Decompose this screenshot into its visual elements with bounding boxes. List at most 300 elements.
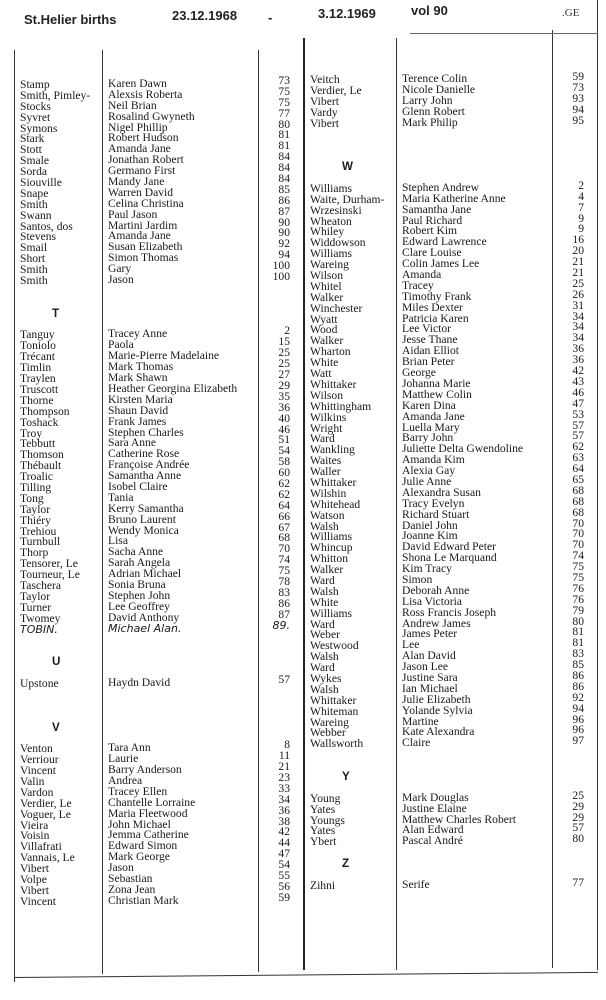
entry-forenames: Larry John [402,93,453,107]
entry-surname: Vincent [20,764,57,778]
entry-entry-number: 25 [572,276,584,290]
entry-surname: Taylor [20,589,51,603]
entry-forenames: Shaun David [108,403,169,417]
entry-surname: Voisin [20,829,50,843]
right-surnames [310,75,396,892]
entry-surname: Whittaker [310,475,357,489]
entry-forenames: Bruno Laurent [108,512,176,526]
entry-forenames: Simon [402,572,433,586]
entry-surname: Whiteman [310,704,359,718]
entry-surname: Williams [310,606,353,620]
register-title: St.Helier births [24,12,117,27]
entry-surname: Thorp [20,546,49,560]
entry-forenames: Marie-Pierre Madelaine [108,349,220,363]
entry-surname: White [310,595,339,609]
entry-surname: Smith [20,263,48,277]
entry-surname: Ward [310,617,335,631]
entry-surname: Verriour [20,753,59,767]
entry-entry-number: 25 [278,357,290,371]
entry-surname: Ward [310,661,335,675]
entry-surname: Verdier, Le [20,796,72,810]
entry-forenames: Clare Louise [402,246,462,260]
entry-forenames: Christian Mark [108,893,179,907]
entry-entry-number: 84 [278,150,290,164]
entry-entry-number: 80 [572,832,584,846]
entry-surname: Siouville [20,176,62,190]
entry-entry-number: 15 [278,335,290,349]
entry-surname: Tebbutt [20,437,56,451]
entry-forenames: Sara Anne [108,436,156,450]
entry-surname: Vibert [20,862,49,876]
entry-surname: Vardy [310,105,338,119]
entry-surname: Wilshin [310,486,347,500]
entry-surname: Trécant [20,350,55,364]
entry-forenames: Jonathan Robert [108,153,184,167]
entry-surname: Volpe [20,873,47,887]
entry-surname: Toniolo [20,339,56,353]
entry-forenames: Paola [108,338,134,352]
entry-entry-number: 97 [572,734,584,748]
entry-forenames: Jesse Thane [402,333,458,347]
entry-surname: Waite, Durham- [310,192,385,206]
entry-entry-number: 23 [278,771,290,784]
entry-forenames: Amanda Jane [108,229,171,243]
entry-entry-number: 64 [572,462,584,476]
entry-surname: Whitton [310,552,348,566]
entry-entry-number: 36 [572,342,584,356]
corner-mark: .GE [562,7,580,19]
entry-entry-number: 80 [278,117,290,131]
entry-surname: Smith, Pimley- [20,88,91,102]
entry-surname: Waites [310,454,342,468]
entry-entry-number: 21 [572,266,584,280]
date-from: 23.12.1968 [172,8,238,23]
entry-entry-number: 100 [272,270,290,284]
entry-forenames: Sebastian [108,872,153,886]
section-letter: T [52,306,60,320]
entry-forenames: Maria Fleetwood [108,806,188,820]
entry-surname: Youngs [310,813,345,827]
section-letter: V [52,720,60,734]
rule-left-surname-divider [102,50,103,974]
entry-forenames: David Edward Peter [402,540,497,554]
entry-forenames: Alan Edward [402,823,464,837]
entry-entry-number: 62 [572,440,584,454]
section-letter: Y [342,770,350,783]
entry-surname: Wright [310,421,343,435]
entry-forenames: Françoise Andrée [108,458,190,472]
entry-surname: Timlin [20,361,52,375]
entry-entry-number: 46 [278,422,290,436]
entry-forenames: Nicole Danielle [402,82,476,96]
entry-forenames: Julie Anne [402,474,452,488]
entry-forenames: Ross Francis Joseph [402,605,497,619]
entry-entry-number: 46 [572,385,584,399]
entry-entry-number: 87 [278,204,290,218]
entry-forenames: Justine Sara [402,670,458,684]
entry-surname: Whiley [310,225,345,239]
entry-forenames: Alexia Gay [402,464,456,478]
entry-surname: Turner [20,600,52,614]
entry-entry-number: 54 [278,444,290,458]
entry-surname: Stocks [20,99,51,113]
entry-forenames: Richard Stuart [402,507,470,521]
entry-forenames: Matthew Colin [402,387,472,401]
entry-forenames: Johanna Marie [402,376,471,390]
entry-entry-number: 20 [572,244,584,258]
entry-entry-number: 74 [278,553,290,567]
entry-surname: Walker [310,563,344,577]
entry-surname: Smale [20,154,49,168]
entry-forenames: Laurie [108,752,139,766]
entry-surname: Tensorer, Le [20,557,78,571]
entry-entry-number: 70 [278,542,290,556]
entry-surname: Wykes [310,671,342,685]
entry-surname: Zihni [310,878,336,892]
entry-surname: Trehiou [20,524,57,538]
entry-surname: Williams [310,181,353,195]
entry-entry-number: 70 [572,538,584,552]
right-entry-numbers [552,72,584,889]
entry-forenames: Karen Dina [402,398,456,412]
section-letter: Z [342,857,350,871]
entry-entry-number: 9 [578,211,584,225]
entry-surname: Walker [310,290,344,304]
entry-surname: Thiéry [20,513,51,527]
entry-entry-number: 67 [278,520,290,534]
entry-surname: Voguer, Le [20,807,71,821]
entry-surname: Villafrati [20,840,62,854]
entry-entry-number: 92 [572,690,584,704]
entry-forenames: Yolande Sylvia [402,703,473,717]
entry-surname: Vibert [310,94,339,108]
entry-forenames: Sacha Anne [108,545,164,559]
entry-surname: Troy [20,426,43,440]
entry-surname: Thompson [20,404,70,418]
entry-surname: Sorda [20,165,48,179]
entry-forenames: Stephen Andrew [402,180,479,194]
entry-entry-number: 42 [278,825,290,839]
entry-forenames: Kate Alexandra [402,725,475,739]
date-separator: - [268,10,273,25]
entry-forenames: Mark Thomas [108,360,174,374]
entry-entry-number: 73 [278,74,290,87]
rule-right-surname-divider [396,38,397,970]
entry-entry-number: 57 [572,418,584,432]
entry-entry-number: 70 [572,516,584,530]
entry-surname: Whitehead [310,497,361,511]
entry-forenames: Germano First [108,164,176,178]
entry-surname: Wallsworth [310,737,364,751]
entry-surname: Vincent [20,894,57,908]
entry-entry-number: 54 [278,858,290,872]
entry-surname: Watt [310,367,332,381]
entry-entry-number: 85 [278,182,290,196]
entry-surname: Watson [310,508,345,522]
entry-forenames: Tania [108,490,134,504]
entry-forenames: Andrea [108,774,143,787]
entry-surname: Whincup [310,541,353,555]
entry-entry-number: 7 [578,200,584,214]
entry-entry-number: 81 [572,625,584,639]
entry-forenames: James Peter [402,627,458,641]
entry-surname: Syvret [20,110,51,124]
entry-forenames: Wendy Monica [108,523,179,537]
section-letter: W [342,160,353,174]
entry-forenames: Justine Elaine [402,801,467,815]
left-forenames [108,79,258,907]
entry-surname: Troalic [20,470,54,484]
entry-forenames: Rosalind Gwyneth [108,109,195,123]
entry-entry-number: 51 [278,433,290,447]
entry-entry-number: 84 [278,161,290,175]
entry-entry-number: 34 [572,320,584,334]
entry-entry-number: 11 [278,749,290,763]
entry-forenames: Glenn Robert [402,104,465,118]
entry-entry-number: 25 [278,346,290,360]
left-entry-numbers [258,76,290,904]
entry-forenames: Maria Katherine Anne [402,191,506,205]
entry-surname: Wilkins [310,410,347,424]
entry-forenames: Robert Hudson [108,131,179,145]
entry-entry-number: 96 [572,712,584,726]
entry-entry-number: 44 [278,836,290,850]
entry-forenames: Paul Richard [402,213,463,227]
entry-forenames: Amanda Jane [402,409,465,423]
entry-entry-number: 80 [572,614,584,628]
entry-surname: Westwood [310,639,359,653]
entry-forenames: Mark Philip [402,115,458,129]
entry-forenames: Alan David [402,649,456,663]
entry-surname: Walsh [310,650,339,664]
entry-surname: Taylor [20,502,51,516]
entry-surname: Weber [310,628,340,642]
entry-forenames: Kirsten Maria [108,392,173,406]
entry-entry-number: 75 [572,560,584,574]
entry-entry-number: 93 [572,91,584,105]
entry-surname: Williams [310,247,353,261]
entry-forenames: Alexandra Susan [402,485,481,499]
entry-surname: Walsh [310,584,339,598]
entry-forenames: Juliette Delta Gwendoline [402,442,524,456]
entry-forenames: Tracey [402,278,434,292]
entry-entry-number: 68 [572,483,584,497]
entry-surname: Wheaton [310,214,352,228]
entry-entry-number: 86 [278,193,290,207]
entry-entry-number: 26 [572,287,584,301]
entry-surname: Whittaker [310,377,357,391]
entry-entry-number: 57 [278,672,290,686]
entry-surname: Ward [310,432,335,446]
entry-forenames: Samantha Jane [402,202,472,216]
entry-entry-number: 95 [572,113,584,127]
entry-surname: Stevens [20,230,57,244]
entry-surname: Williams [310,530,353,544]
entry-forenames: Sonia Bruna [108,577,166,591]
entry-forenames: Claire [402,736,431,750]
entry-surname: Short [20,252,46,266]
entry-surname: Tanguy [20,328,55,342]
entry-surname: Webber [310,726,346,740]
entry-surname: Wareing [310,715,349,729]
entry-surname: Yates [310,824,336,838]
entry-forenames: Robert Kim [402,224,458,238]
entry-forenames: Gary [108,262,132,276]
entry-forenames: Edward Simon [108,839,178,853]
entry-surname: Wankling [310,443,355,457]
entry-forenames: David Anthony [108,610,180,624]
entry-surname: Stott [20,143,42,157]
entry-surname: Winchester [310,301,363,315]
entry-entry-number: 96 [572,723,584,737]
entry-forenames: Lee [402,638,420,652]
entry-forenames: Celina Christina [108,196,184,210]
entry-entry-number: 40 [278,411,290,425]
entry-forenames: Samantha Anne [108,469,182,483]
handwritten-surname: TOBIN. [20,622,58,636]
entry-surname: Vannais, Le [20,851,75,865]
entry-surname: Verdier, Le [310,83,362,97]
entry-forenames: Daniel John [402,518,458,532]
entry-surname: Vardon [20,785,54,799]
entry-forenames: Amanda Kim [402,453,465,467]
entry-forenames: Jason Lee [402,660,449,674]
entry-entry-number: 64 [278,498,290,512]
entry-forenames: Mark Douglas [402,790,469,804]
entry-forenames: Lee Victor [402,322,451,336]
entry-surname: Thorne [20,393,54,407]
entry-entry-number: 29 [572,810,584,824]
entry-forenames: Edward Lawrence [402,235,487,249]
entry-forenames: Joanne Kim [402,529,458,543]
entry-forenames: Brian Peter [402,355,455,369]
entry-surname: Snape [20,186,49,200]
entry-entry-number: 57 [572,821,584,835]
entry-forenames: Susan Elizabeth [108,240,183,254]
entry-surname: Valin [20,775,45,788]
entry-forenames: Jason [108,861,134,875]
entry-entry-number: 29 [572,799,584,813]
entry-surname: Taschera [20,578,62,592]
entry-entry-number: 83 [278,585,290,599]
entry-entry-number: 78 [278,574,290,588]
entry-entry-number: 38 [278,814,290,828]
entry-forenames: Mark Shawn [108,371,168,385]
left-surnames [20,80,102,908]
entry-entry-number: 34 [278,792,290,806]
entry-forenames: Tara Ann [108,741,151,755]
entry-surname: Widdowson [310,236,366,250]
entry-forenames: Tracey Anne [108,327,168,341]
entry-entry-number: 62 [278,487,290,501]
entry-entry-number: 43 [572,374,584,388]
entry-surname: Yates [310,802,336,816]
entry-entry-number: 53 [572,407,584,421]
handwritten-entry-number: 89. [272,618,290,632]
entry-entry-number: 9 [578,222,584,236]
entry-surname: Stark [20,132,45,146]
entry-entry-number: 70 [572,527,584,541]
entry-entry-number: 86 [278,596,290,610]
entry-surname: Stamp [20,78,50,91]
entry-surname: Wilson [310,269,344,283]
entry-surname: Swann [20,208,52,222]
entry-entry-number: 81 [278,139,290,153]
entry-forenames: Shona Le Marquand [402,551,497,565]
entry-surname: Wilson [310,388,344,402]
entry-entry-number: 81 [572,636,584,650]
entry-entry-number: 4 [578,189,584,203]
entry-surname: Whitel [310,279,342,293]
entry-entry-number: 84 [278,172,290,186]
entry-surname: Wrzesinski [310,203,362,217]
entry-surname: Ward [310,573,335,587]
entry-entry-number: 35 [278,389,290,403]
entry-entry-number: 55 [278,869,290,883]
entry-forenames: Timothy Frank [402,289,472,303]
entry-surname: Whittingham [310,399,372,413]
entry-forenames: Andrew James [402,616,471,630]
entry-forenames: Sarah Angela [108,556,171,570]
entry-surname: Wood [310,323,338,337]
entry-forenames: Kerry Samantha [108,501,184,515]
entry-surname: Young [310,791,341,805]
entry-entry-number: 59 [572,70,584,83]
entry-entry-number: 87 [278,607,290,621]
entry-surname: Thomson [20,448,64,462]
entry-forenames: Adrian Michael [108,567,182,581]
entry-surname: Wharton [310,345,351,359]
entry-surname: Symons [20,121,58,135]
entry-entry-number: 34 [572,331,584,345]
entry-forenames: Miles Dexter [402,300,463,314]
entry-surname: Walsh [310,682,339,696]
entry-entry-number: 58 [278,455,290,469]
entry-surname: Upstone [20,676,59,690]
entry-forenames: Jemma Catherine [108,828,189,842]
entry-entry-number: 2 [578,178,584,192]
entry-entry-number: 81 [278,128,290,142]
entry-entry-number: 36 [278,400,290,414]
entry-forenames: Julie Elizabeth [402,692,471,706]
entry-entry-number: 94 [572,701,584,715]
entry-forenames: Aidan Elliot [402,344,459,358]
entry-entry-number: 36 [572,353,584,367]
entry-entry-number: 29 [278,378,290,392]
entry-forenames: Frank James [108,414,167,428]
handwritten-forenames: Michael Alan. [108,621,182,635]
entry-forenames: Catherine Rose [108,447,180,461]
entry-surname: Tourneur, Le [20,568,80,582]
rule-center-divider [303,38,305,970]
entry-surname: Walker [310,334,344,348]
entry-entry-number: 85 [572,658,584,672]
entry-entry-number: 8 [284,738,290,752]
entry-entry-number: 76 [572,581,584,595]
entry-entry-number: 2 [284,324,290,338]
entry-surname: Thébault [20,459,62,473]
entry-forenames: Heather Georgina Elizabeth [108,381,238,395]
entry-entry-number: 100 [272,259,290,273]
entry-surname: Venton [20,742,53,756]
entry-entry-number: 21 [278,760,290,774]
entry-forenames: Barry Anderson [108,763,182,777]
entry-entry-number: 79 [572,603,584,617]
entry-forenames: Alexsis Roberta [108,87,183,101]
entry-forenames: Nigel Phillip [108,120,168,134]
entry-entry-number: 74 [572,549,584,563]
entry-surname: Walsh [310,519,339,533]
